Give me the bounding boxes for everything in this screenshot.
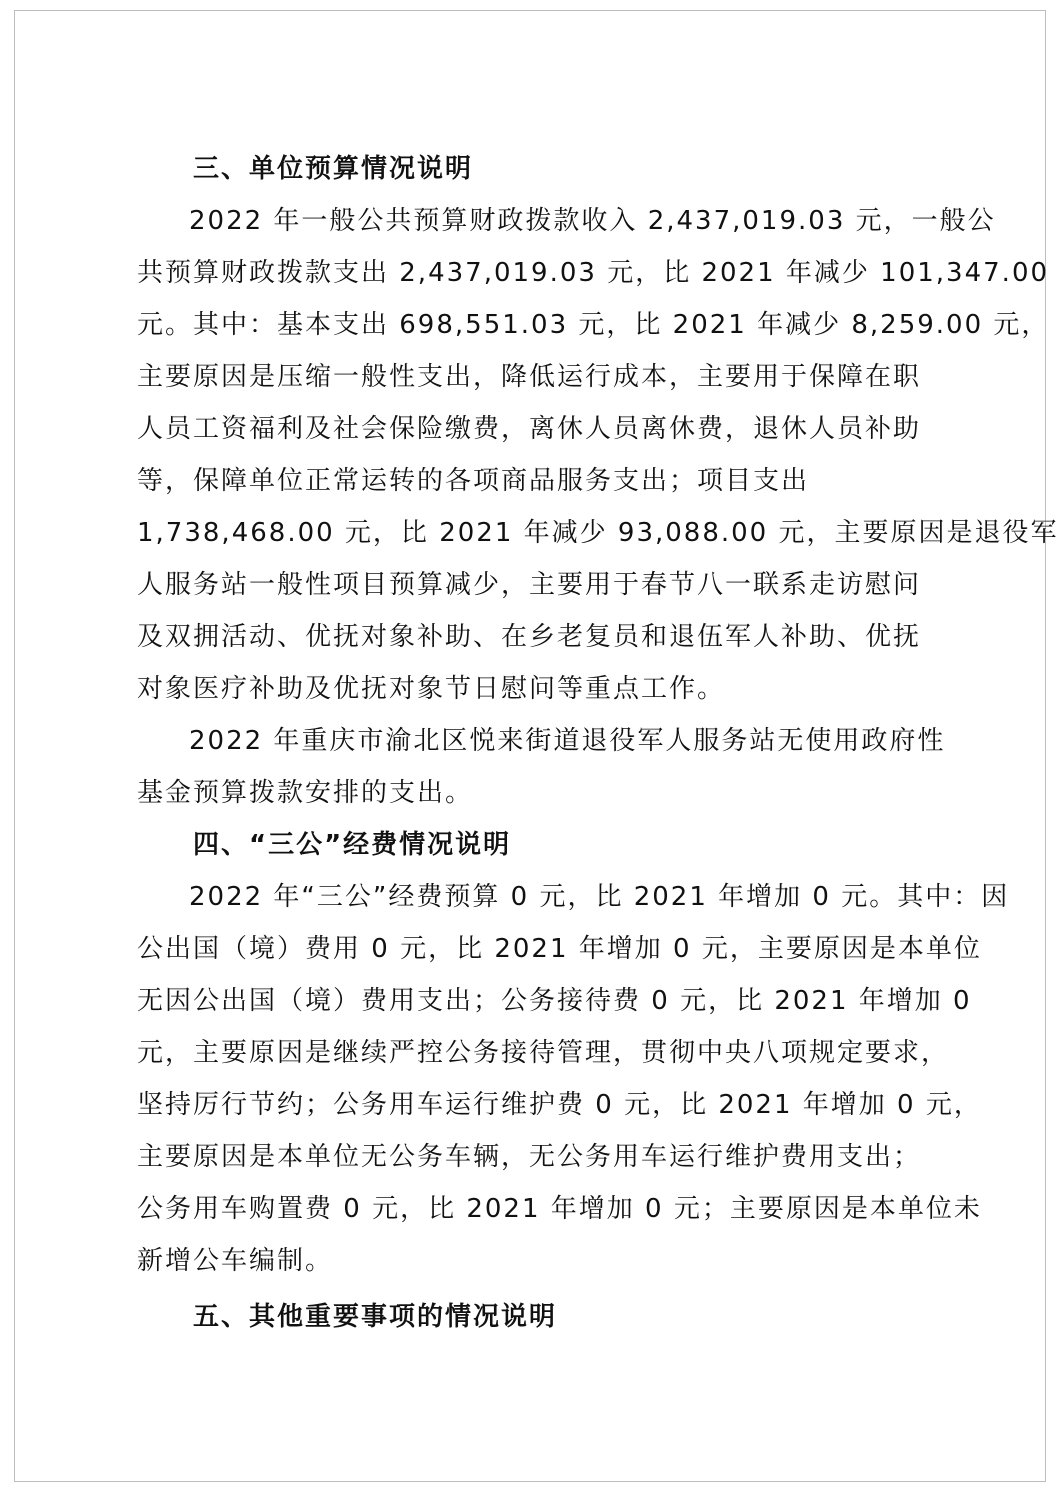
paragraph-line: 基金预算拨款安排的支出。 [137,778,474,808]
paragraph-line: 元。其中：基本支出 698,551.03 元，比 2021 年减少 8,259.00 元， [137,310,1050,340]
paragraph-line: 元，主要原因是继续严控公务接待管理，贯彻中央八项规定要求， [137,1038,950,1068]
document-body [137,143,1059,1343]
paragraph-line: 公出国（境）费用 0 元，比 2021 年增加 0 元，主要原因是本单位 [137,934,982,964]
section-heading-three-public: 四、“三公”经费情况说明 [193,830,512,860]
paragraph-line: 无因公出国（境）费用支出；公务接待费 0 元，比 2021 年增加 0 [137,986,972,1016]
paragraph-line: 2022 年一般公共预算财政拨款收入 2,437,019.03 元，一般公 [189,206,996,236]
paragraph-line: 公务用车购置费 0 元，比 2021 年增加 0 元；主要原因是本单位未 [137,1194,982,1224]
paragraph-line: 2022 年“三公”经费预算 0 元，比 2021 年增加 0 元。其中：因 [189,882,1010,912]
paragraph-line: 坚持厉行节约；公务用车运行维护费 0 元，比 2021 年增加 0 元， [137,1090,982,1120]
paragraph-line: 对象医疗补助及优抚对象节日慰问等重点工作。 [137,674,726,704]
paragraph-line: 主要原因是压缩一般性支出，降低运行成本，主要用于保障在职 [137,362,922,392]
paragraph-line: 人员工资福利及社会保险缴费，离休人员离休费，退休人员补助 [137,414,922,444]
paragraph-line: 人服务站一般性项目预算减少，主要用于春节八一联系走访慰问 [137,570,922,600]
paragraph-line: 共预算财政拨款支出 2,437,019.03 元，比 2021 年减少 101,347.00 [137,258,1050,288]
section-heading-budget: 三、单位预算情况说明 [193,154,474,184]
paragraph-line: 新增公车编制。 [137,1246,334,1276]
paragraph-line: 及双拥活动、优抚对象补助、在乡老复员和退伍军人补助、优抚 [137,622,922,652]
paragraph-line: 等，保障单位正常运转的各项商品服务支出；项目支出 [137,466,810,496]
paragraph-line: 主要原因是本单位无公务车辆，无公务用车运行维护费用支出； [137,1142,922,1172]
section-heading-other: 五、其他重要事项的情况说明 [193,1302,558,1332]
document-page [14,10,1059,1482]
paragraph-line: 1,738,468.00 元，比 2021 年减少 93,088.00 元，主要原因是退役军 [137,518,1059,548]
paragraph-line: 2022 年重庆市渝北区悦来街道退役军人服务站无使用政府性 [189,726,946,756]
